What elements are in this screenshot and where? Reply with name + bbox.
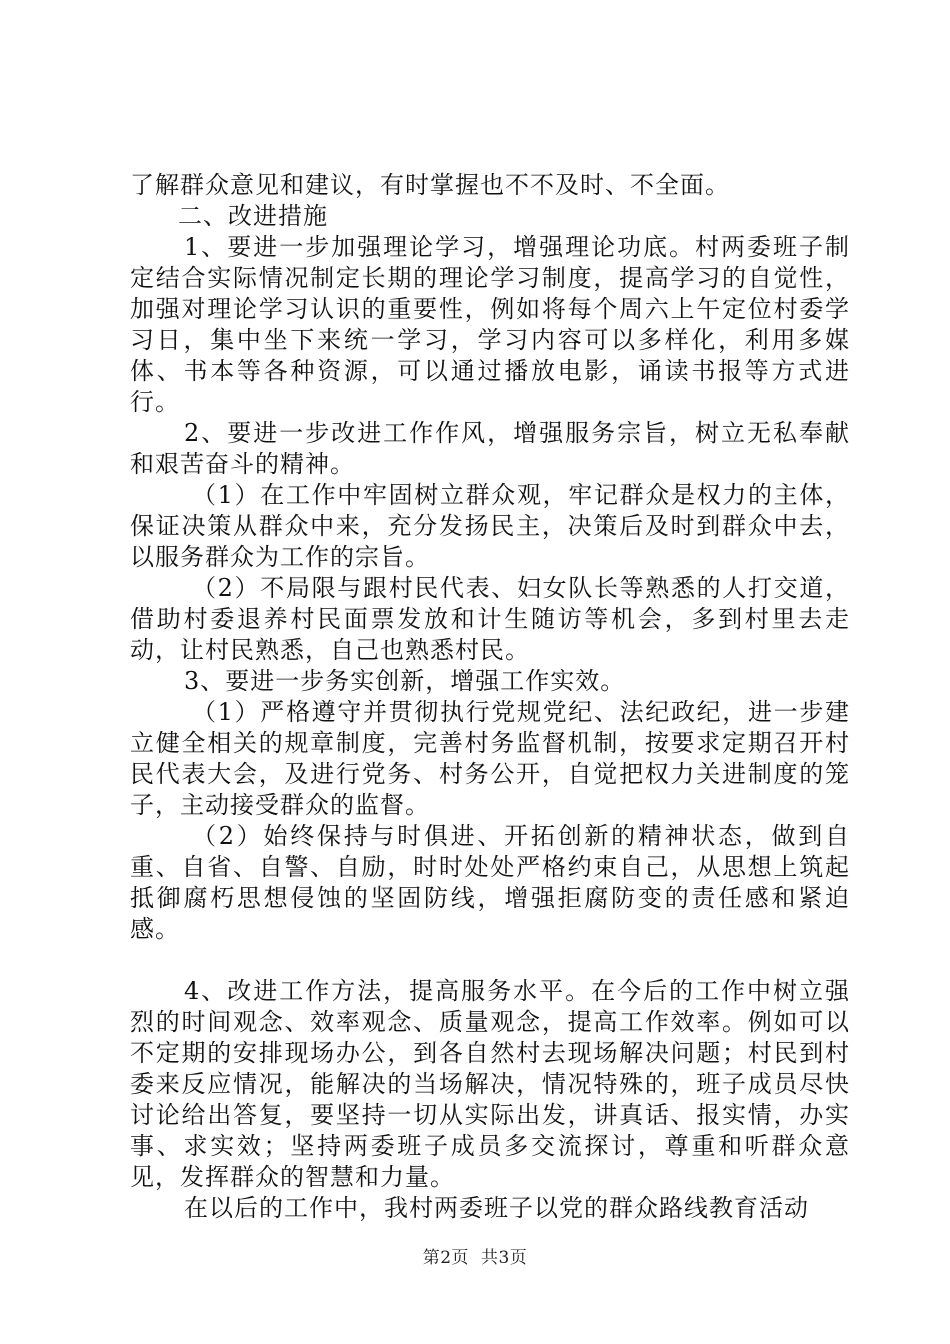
paragraph-measure-2-item-2: （2）不局限与跟村民代表、妇女队长等熟悉的人打交道，借助村委退养村民面票发放和计生随访等机会，多到村里去走动，让村民熟悉，自己也熟悉村民。 xyxy=(130,574,850,664)
paragraph-measure-4: 4、改进工作方法，提高服务水平。在今后的工作中树立强烈的时间观念、效率观念、质量观念，提高工作效率。例如可以不定期的安排现场办公，到各自然村去现场解决问题；村民到村委来反应情况，能解决的当场解决，情况特殊的，班子成员尽快讨论给出答复，要坚持一切从实际出发，讲真话、报实情，办实事、求实效；坚持两委班子成员多交流探讨，尊重和听群众意见，发挥群众的智慧和力量。 xyxy=(130,977,850,1191)
page-total: 共3页 xyxy=(480,1248,528,1268)
document-body xyxy=(130,170,850,1224)
paragraph-measure-2: 2、要进一步改进工作作风，增强服务宗旨，树立无私奉献和艰苦奋斗的精神。 xyxy=(130,419,850,478)
paragraph-measure-3: 3、要进一步务实创新，增强工作实效。 xyxy=(184,667,626,695)
paragraph-measure-2-item-1: （1）在工作中牢固树立群众观，牢记群众是权力的主体，保证决策从群众中来，充分发扬民主，决策后及时到群众中去，以服务群众为工作的宗旨。 xyxy=(130,481,850,571)
paragraph-measure-1: 1、要进一步加强理论学习，增强理论功底。村两委班子制定结合实际情况制定长期的理论学习制度，提高学习的自觉性，加强对理论学习认识的重要性，例如将每个周六上午定位村委学习日，集中坐下来统一学习，学习内容可以多样化，利用多媒体、书本等各种资源，可以通过播放电影，诵读书报等方式进行。 xyxy=(130,233,850,416)
paragraph-conclusion: 在以后的工作中，我村两委班子以党的群众路线教育活动 xyxy=(184,1194,809,1222)
paragraph-measure-3-item-1: （1）严格遵守并贯彻执行党规党纪、法纪政纪，进一步建立健全相关的规章制度，完善村务监督机制，按要求定期召开村民代表大会，及进行党务、村务公开，自觉把权力关进制度的笼子，主动接受群众的监督。 xyxy=(130,698,850,819)
page-number: 第2页 xyxy=(422,1248,470,1268)
page-footer xyxy=(0,1243,950,1268)
paragraph-measure-3-item-2: （2）始终保持与时俱进、开拓创新的精神状态，做到自重、自省、自警、自励，时时处处严格约束自己，从思想上筑起抵御腐朽思想侵蚀的坚固防线，增强拒腐防变的责任感和紧迫感。 xyxy=(130,822,850,943)
section-heading-improvement-measures: 二、改进措施 xyxy=(178,202,328,230)
paragraph-continuation: 了解群众意见和建议，有时掌握也不不及时、不全面。 xyxy=(130,171,730,199)
